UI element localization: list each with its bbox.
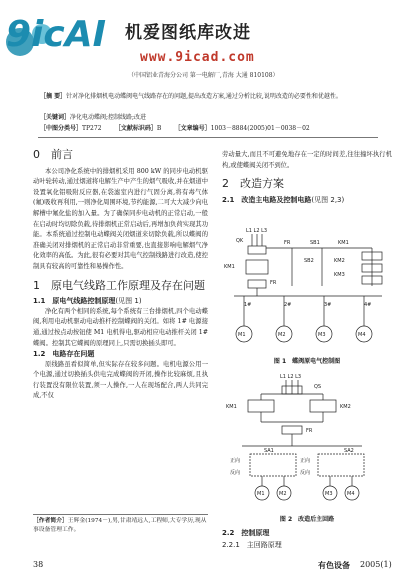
fig1-km2-label: KM2 (334, 258, 345, 264)
fig2-sa2-label: SA2 (344, 448, 354, 454)
clc-label: ［中图分类号］ (40, 125, 83, 132)
fig1-qk-label: QK (236, 238, 244, 244)
footnote-rule (33, 514, 208, 515)
fig1-motor-4: M4 (358, 332, 366, 338)
fig1-plug-2: 2# (284, 302, 292, 308)
fig2-sa1-label: SA1 (264, 448, 274, 454)
section-1-1-heading (33, 296, 208, 307)
fig2-fr-label: FR (306, 428, 313, 434)
fig2-km1-label: KM1 (226, 404, 237, 410)
divider (38, 137, 378, 138)
author-affiliation: （中国铝业青海分公司 第一电解厂,青海 大通 810108） (128, 72, 279, 79)
watermark-url: www.9icad.com (140, 50, 255, 65)
section-2-1-title: 2.1 改造主电路及控制电路 (222, 195, 312, 204)
fig2-motor-2: M2 (279, 491, 287, 497)
watermark-banner: 机爱图纸库改进 (125, 23, 251, 43)
doc-code-label: ［文献标识码］ (114, 125, 157, 132)
section-1-1-title: 1.1 原电气线路控制原理 (33, 297, 116, 306)
section-0-paragraph: 本公司净化系统中的排烟机采用 800 kW 的同步电动机驱动叶轮转动,通过烟道将电解生产中产生的烟气吸收,并在烟道中设置氧化铝吸附反应器,在袋滤室内进行气固分离,将有毒气体(氟)吸收再利用,一则净化周围环境,节约能源,二可大大减少向电解槽中氟化盐的加入量。为了确保同步电动机的正常启动,一般在启动时均切除负载,待排烟机正常启动后,再增加负荷实现其功能。本系统通过控制电动蝶阀关闭烟道来切除负载,所以蝶阀的准确关闭对排烟机的正常启动非常重要,也直接影响电解烟气净化效率的高低。为此,很有必要对其电气控制线路进行改造,使控制具有较高的可靠性和易操作性。 (33, 167, 208, 270)
fig2-motor-3: M3 (325, 491, 333, 497)
section-1-continued: 劳动量大,而且不可避免地存在一定的时间差,往往撞坏执行机构,或使蝶阀关闭不到位。 (222, 151, 392, 169)
fig1-fr-label: FR (284, 240, 291, 246)
fig1-sb1-label: SB1 (310, 240, 320, 246)
fig1-km3-label: KM3 (334, 272, 345, 278)
right-column-top (222, 150, 392, 205)
watermark-logo (2, 2, 122, 68)
figure-2-caption: 图 2 改造后主回路 (279, 516, 335, 523)
figure-2 (222, 372, 392, 504)
fig2-lines-label: L1 L2 L3 (280, 374, 302, 380)
fig2-fwd-1: 正向 (230, 458, 241, 464)
section-2-1-ref: (见图 2,3) (311, 195, 345, 204)
fig2-rev-1: 反向 (230, 470, 241, 476)
journal-name: 有色设备 (318, 561, 350, 570)
classification-row (40, 124, 380, 133)
abstract (40, 92, 370, 101)
fig1-lines-label: L1 L2 L3 (246, 228, 268, 234)
article-no-label: ［文章编号］ (174, 125, 211, 132)
fig2-fwd-2: 正向 (300, 458, 311, 464)
section-2-2-1-title: 2.2.1 主回路原理 (222, 541, 282, 549)
footnote-label: ［作者简介］ (33, 518, 68, 524)
abstract-text: 针对净化排烟机电动蝶阀电气线路存在的问题,提出改造方案,通过分析比较,说明改造的必要性和优越性。 (66, 93, 342, 100)
keywords-label: ［关键词］ (40, 114, 71, 121)
section-1-title: 1 原电气线路工作原理及存在问题 (33, 278, 205, 292)
abstract-label: ［摘 要］ (40, 93, 67, 100)
figure-1 (222, 226, 392, 350)
logo-text: 9icAI (6, 14, 106, 55)
figure-1-caption: 图 1 蝶阀原电气控制图 (273, 358, 341, 365)
section-2-1-heading (222, 195, 392, 206)
fig1-plug-1: 1# (244, 302, 252, 308)
fig1-plug-3: 3# (324, 302, 332, 308)
section-0-title: 0 前言 (33, 148, 73, 161)
doc-code-value: B (156, 125, 162, 132)
author-footnote (33, 517, 208, 535)
fig2-rev-2: 反向 (300, 470, 311, 476)
clc-value: TP272 (82, 125, 102, 132)
fig2-km2-label: KM2 (340, 404, 351, 410)
section-1-1-ref: (见图 1) (115, 297, 142, 306)
keywords-text: 净化电动蝶阀;控制线路;改进 (70, 114, 147, 121)
fig1-km1-label: KM1 (224, 264, 235, 270)
page-number: 38 (33, 560, 44, 569)
keywords (40, 113, 370, 122)
footnote-text: 王辉金(1974－),男,甘肃靖远人,工程师,大专学历,现从事设备管理工作。 (33, 518, 207, 533)
fig1-motor-1: M1 (238, 332, 246, 338)
section-1-1-paragraph: 净化有两个相同的系统,每个系统有三台排烟机,四个电动蝶阀,利用电动机驱动电动推杆控制蝶阀的关闭。如将 1# 电源接通,通过按点动按钮使 M1 电机得电,驱动相应电动推杆关闭 1# 蝶阀。控制其它蝶阀的原理同上,只需切换插头即可。 (33, 307, 208, 347)
section-2-title: 2 改造方案 (222, 177, 284, 191)
left-column (33, 150, 208, 402)
fig2-motor-4: M4 (347, 491, 355, 497)
fig1-sb2-label: SB2 (304, 258, 314, 264)
article-no-value: 1003－8884(2005)01－0038－02 (210, 125, 310, 132)
fig2-motor-1: M1 (257, 491, 265, 497)
section-1-2-title: 1.2 电路存在问题 (33, 350, 95, 359)
fig2-qs-label: QS (314, 384, 322, 390)
section-1-2-paragraph: 原线路虽看似简单,但实际存在较多问题。电机电源公用一个电源,通过切换插头供电完成蝶阀的开闭,操作比较麻烦,且执行装置没有限位装置,须一人操作,一人在现场配合,两人共同完成,不仅 (33, 360, 208, 400)
fig1-fr2-label: FR (270, 280, 277, 286)
fig1-motor-2: M2 (278, 332, 286, 338)
journal-issue: 2005(1) (360, 560, 392, 569)
section-2-2-title: 2.2 控制原理 (222, 529, 270, 537)
fig1-plug-4: 4# (364, 302, 372, 308)
fig1-km1-top-label: KM1 (338, 240, 349, 246)
fig1-motor-3: M3 (318, 332, 326, 338)
